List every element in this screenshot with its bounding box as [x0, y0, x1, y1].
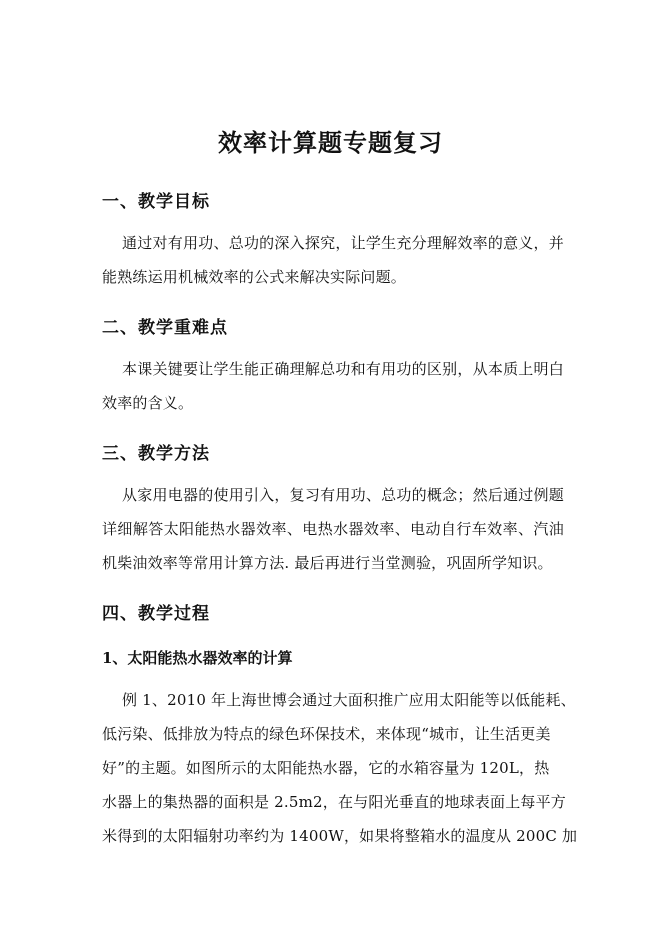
section-heading-key-points: 二、教学重难点 — [102, 318, 228, 338]
subsection-heading-solar-heater: 1、太阳能热水器效率的计算 — [102, 649, 293, 667]
section-body-methods: 从家用电器的使用引入，复习有用功、总功的概念；然后通过例题详细解答太阳能热水器效率、电热水器效率、电动自行车效率、汽油机柴油效率等常用计算方法. 最后再进行当堂测验，巩固所学知识。 — [102, 486, 564, 572]
example-line: 例 1、2010 年上海世博会通过大面积推广应用太阳能等以低能耗、 — [122, 691, 576, 709]
section-heading-objectives: 一、教学目标 — [102, 192, 210, 212]
section-heading-methods: 三、教学方法 — [102, 444, 210, 464]
section-body-key-points: 本课关键要让学生能正确理解总功和有用功的区别，从本质上明白效率的含义。 — [102, 360, 564, 412]
example-line: 米得到的太阳辐射功率约为 1400W，如果将整箱水的温度从 200C 加 — [102, 827, 578, 845]
example-line: 低污染、低排放为特点的绿色环保技术，来体现“城市，让生活更美 — [102, 725, 551, 743]
document-title: 效率计算题专题复习 — [218, 128, 443, 157]
section-body-objectives: 通过对有用功、总功的深入探究，让学生充分理解效率的意义，并能熟练运用机械效率的公式来解决实际问题。 — [102, 234, 564, 286]
example-line: 好”的主题。如图所示的太阳能热水器，它的水箱容量为 120L，热 — [102, 759, 550, 777]
example-line: 水器上的集热器的面积是 2.5m2，在与阳光垂直的地球表面上每平方 — [102, 793, 566, 811]
section-heading-process: 四、教学过程 — [102, 604, 210, 624]
